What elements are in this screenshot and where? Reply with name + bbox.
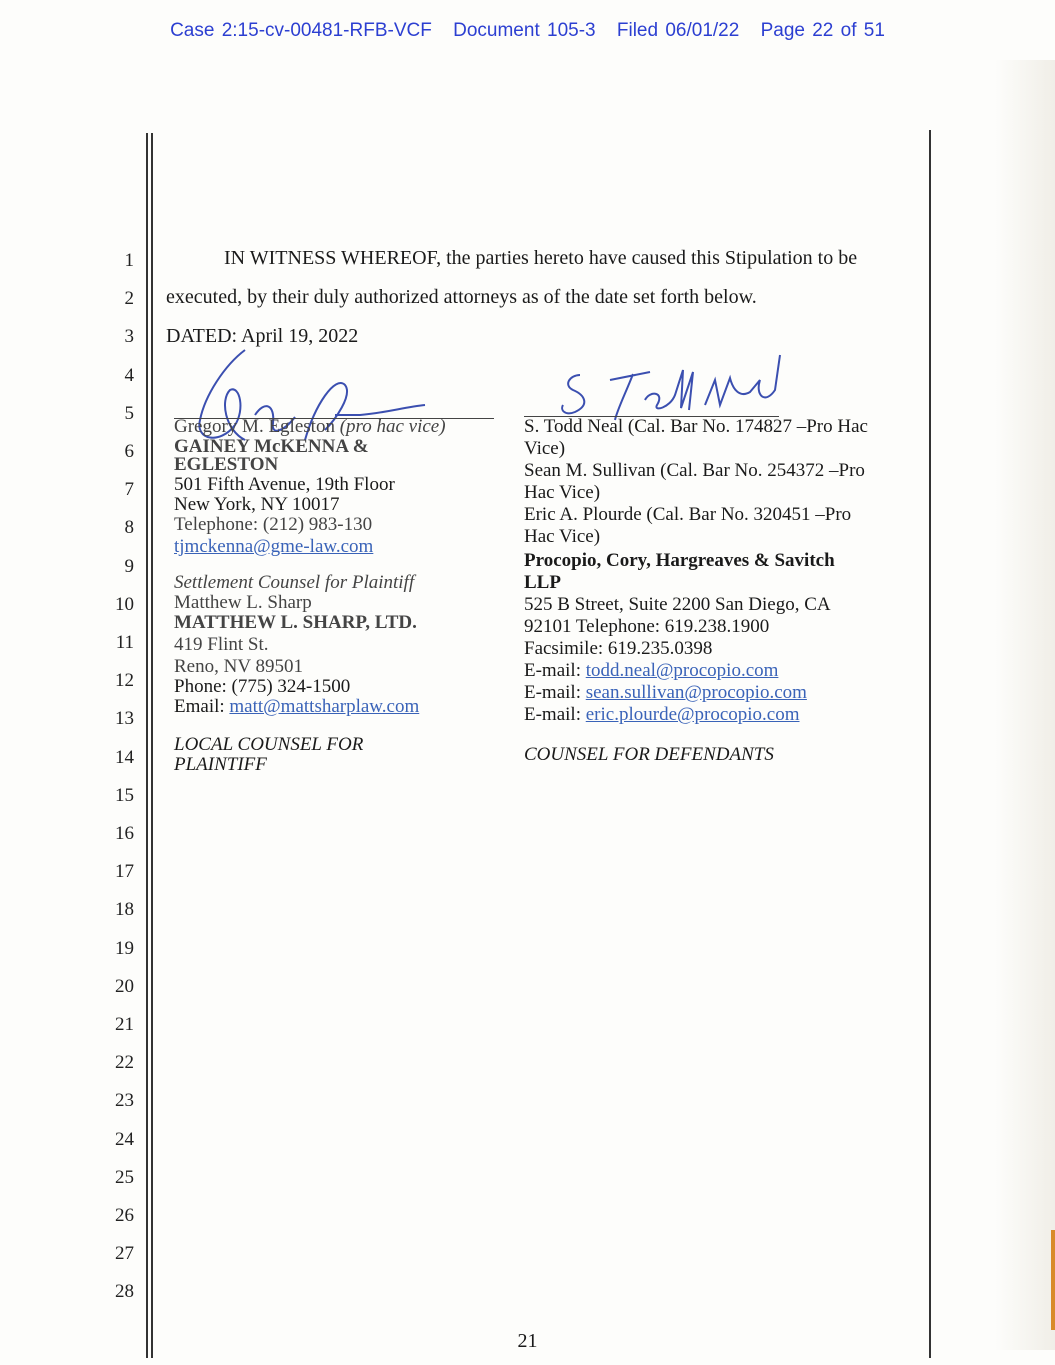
second-address-line-2: Reno, NV 89501 bbox=[174, 656, 303, 677]
witness-clause-line-2: executed, by their duly authorized attorneys as of the date set forth below. bbox=[166, 286, 757, 308]
line-number: 8 bbox=[124, 517, 134, 539]
firm-name-line-1: GAINEY McKENNA & bbox=[174, 436, 369, 457]
counsel-line-5: Eric A. Plourde (Cal. Bar No. 320451 –Pro bbox=[524, 504, 852, 525]
email-label: E-mail: bbox=[524, 660, 581, 681]
case-number: Case 2:15-cv-00481-RFB-VCF bbox=[170, 20, 432, 41]
plaintiff-counsel-block bbox=[174, 416, 446, 774]
line-number: 17 bbox=[115, 861, 134, 883]
second-firm-name: MATTHEW L. SHARP, LTD. bbox=[174, 612, 417, 633]
firm-name-line-2: LLP bbox=[524, 572, 561, 593]
page-count: Page 22 of 51 bbox=[760, 20, 885, 41]
defendant-counsel-block bbox=[524, 416, 868, 766]
address-line-1: 501 Fifth Avenue, 19th Floor bbox=[174, 474, 395, 495]
facsimile: Facsimile: 619.235.0398 bbox=[524, 638, 713, 659]
address-line-2: 92101 Telephone: 619.238.1900 bbox=[524, 616, 770, 637]
counsel-line-3: Sean M. Sullivan (Cal. Bar No. 254372 –Pro bbox=[524, 460, 865, 481]
second-counsel-name: Matthew L. Sharp bbox=[174, 592, 312, 613]
line-number: 12 bbox=[115, 670, 134, 692]
dated-line: DATED: April 19, 2022 bbox=[166, 325, 359, 347]
local-counsel-role-1: LOCAL COUNSEL FOR bbox=[174, 734, 364, 755]
line-number: 11 bbox=[115, 632, 134, 653]
email-line-2 bbox=[524, 682, 868, 704]
line-number: 4 bbox=[124, 364, 134, 386]
email-link-eric[interactable]: eric.plourde@procopio.com bbox=[585, 704, 800, 725]
page-edge-shadow bbox=[995, 60, 1055, 1350]
counsel-line-2: Vice) bbox=[524, 438, 566, 459]
address-line-2: New York, NY 10017 bbox=[174, 494, 340, 515]
right-margin-rule bbox=[929, 130, 931, 1358]
defense-counsel-role: COUNSEL FOR DEFENDANTS bbox=[524, 744, 774, 765]
email-link[interactable]: tjmckenna@gme-law.com bbox=[174, 536, 374, 557]
address-line-1: 525 B Street, Suite 2200 San Diego, CA bbox=[524, 594, 831, 615]
left-margin-rule-1 bbox=[146, 133, 148, 1358]
line-number: 27 bbox=[115, 1243, 134, 1265]
line-number: 20 bbox=[115, 975, 134, 997]
line-number: 28 bbox=[115, 1281, 134, 1303]
line-number: 9 bbox=[124, 555, 134, 577]
line-number: 15 bbox=[115, 784, 134, 806]
line-number: 7 bbox=[124, 479, 134, 501]
second-phone: Phone: (775) 324-1500 bbox=[174, 676, 351, 697]
line-number: 3 bbox=[124, 326, 134, 348]
filed-date: Filed 06/01/22 bbox=[616, 20, 740, 41]
firm-name-line-2: EGLESTON bbox=[174, 454, 279, 475]
line-number: 23 bbox=[115, 1090, 134, 1112]
line-number: 25 bbox=[115, 1166, 134, 1188]
counsel-line-4: Hac Vice) bbox=[524, 482, 601, 503]
firm-name-line-1: Procopio, Cory, Hargreaves & Savitch bbox=[524, 550, 835, 571]
signer-name-line bbox=[174, 416, 446, 438]
line-number: 14 bbox=[115, 746, 134, 768]
settlement-counsel-role: Settlement Counsel for Plaintiff bbox=[174, 572, 415, 593]
second-email-link[interactable]: matt@mattsharplaw.com bbox=[229, 696, 420, 717]
email-label: E-mail: bbox=[524, 704, 581, 725]
line-number: 22 bbox=[115, 1052, 134, 1074]
line-number: 16 bbox=[115, 823, 134, 844]
line-number: 5 bbox=[124, 402, 134, 424]
left-margin-rule-2 bbox=[151, 133, 153, 1358]
pro-hac-vice-note: (pro hac vice) bbox=[339, 416, 446, 437]
line-number: 26 bbox=[115, 1205, 134, 1226]
second-email-line bbox=[174, 696, 446, 718]
page-number: 21 bbox=[517, 1330, 538, 1352]
ecf-header bbox=[0, 20, 1055, 42]
email-line-3 bbox=[524, 704, 868, 726]
line-number: 10 bbox=[115, 593, 134, 615]
line-number: 24 bbox=[115, 1128, 134, 1150]
witness-clause-line-1: IN WITNESS WHEREOF, the parties hereto have caused this Stipulation to be bbox=[224, 247, 858, 269]
signer-name: Gregory M. Egleston bbox=[174, 416, 335, 437]
telephone: Telephone: (212) 983-130 bbox=[174, 514, 373, 535]
line-number: 13 bbox=[115, 708, 134, 730]
email-label: E-mail: bbox=[524, 682, 581, 703]
line-number: 21 bbox=[115, 1014, 134, 1035]
local-counsel-role-2: PLAINTIFF bbox=[174, 754, 267, 775]
line-number: 2 bbox=[124, 288, 134, 310]
email-link-todd[interactable]: todd.neal@procopio.com bbox=[585, 660, 779, 681]
counsel-line-1: S. Todd Neal (Cal. Bar No. 174827 –Pro Hac bbox=[524, 416, 868, 437]
email-line bbox=[174, 536, 446, 558]
page-edge-tab bbox=[1051, 1230, 1055, 1330]
second-email-label: Email: bbox=[174, 696, 225, 717]
right-signature bbox=[555, 350, 795, 425]
line-number: 18 bbox=[115, 899, 134, 921]
line-number: 19 bbox=[115, 937, 134, 959]
line-number: 6 bbox=[124, 441, 134, 462]
document-number: Document 105-3 bbox=[453, 20, 596, 41]
email-link-sean[interactable]: sean.sullivan@procopio.com bbox=[585, 682, 807, 703]
line-number: 1 bbox=[124, 250, 134, 271]
email-line-1 bbox=[524, 660, 868, 682]
counsel-line-6: Hac Vice) bbox=[524, 526, 601, 547]
second-address-line-1: 419 Flint St. bbox=[174, 634, 269, 655]
